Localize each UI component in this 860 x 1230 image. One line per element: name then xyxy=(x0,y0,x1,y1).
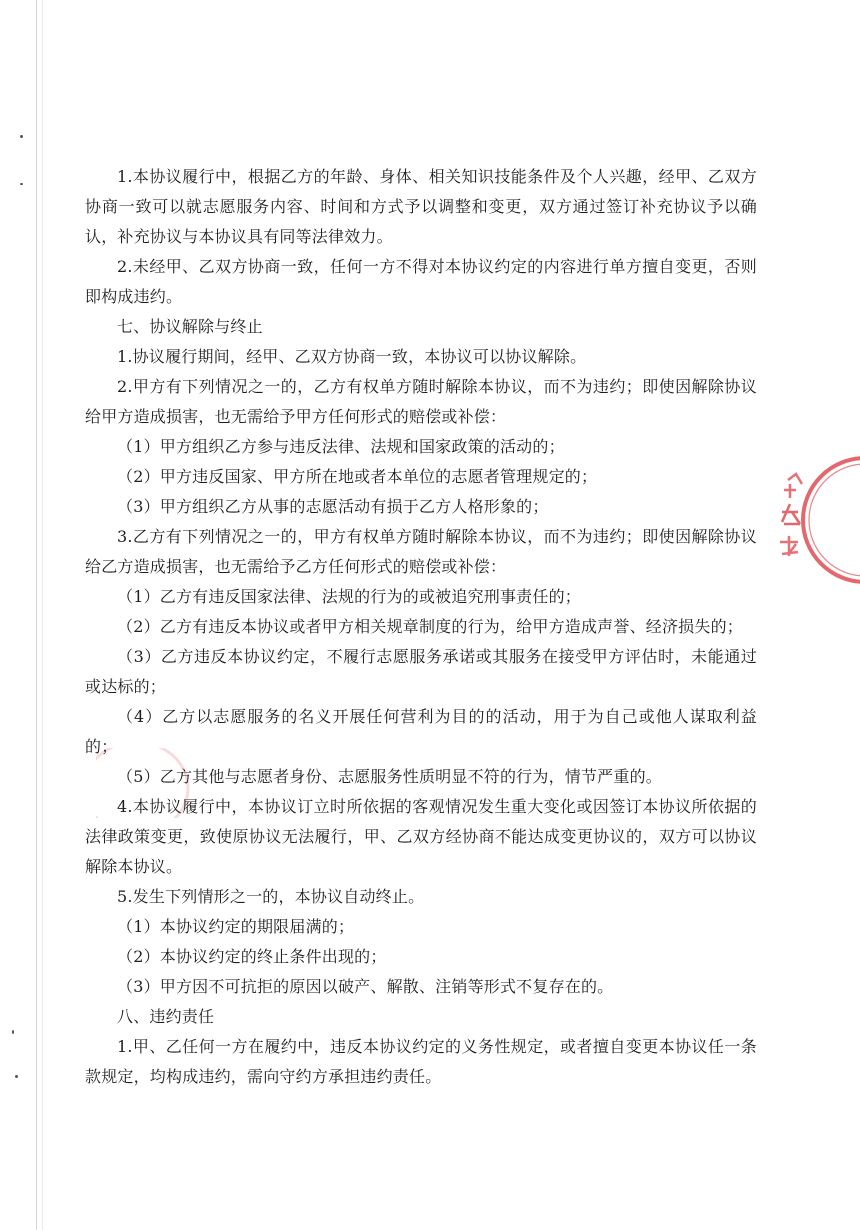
termination-clause-5: 5.发生下列情形之一的，本协议自动终止。 xyxy=(117,887,425,906)
section-heading-breach-liability: 八、违约责任 xyxy=(117,1007,215,1026)
scan-speck xyxy=(12,1030,14,1034)
clause-2-item-3: （3）甲方组织乙方从事的志愿活动有损于乙方人格形象的； xyxy=(117,497,549,516)
clause-3-item-1: （1）乙方有违反国家法律、法规的行为的或被追究刑事责任的； xyxy=(117,587,581,606)
clause-2-item-2: （2）甲方违反国家、甲方所在地或者本单位的志愿者管理规定的； xyxy=(117,467,598,486)
breach-clause-1: 1.甲、乙任何一方在履约中，违反本协议约定的义务性规定，或者擅自变更本协议任一条款规定，均构成违约，需向守约方承担违约责任。 xyxy=(85,1037,757,1086)
scan-speck xyxy=(20,135,23,138)
faint-seal-impression xyxy=(96,748,206,818)
termination-clause-2: 2.甲方有下列情况之一的，乙方有权单方随时解除本协议，而不为违约；即使因解除协议给甲方造成损害，也无需给予甲方任何形式的赔偿或补偿： xyxy=(85,377,757,426)
clause-3-item-2: （2）乙方有违反本协议或者甲方相关规章制度的行为，给甲方造成声誉、经济损失的； xyxy=(117,617,743,636)
agreement-body xyxy=(85,162,757,1092)
clause-3-item-4: （4）乙方以志愿服务的名义开展任何营利为目的的活动，用于为自己或他人谋取利益的； xyxy=(85,707,757,756)
clause-5-item-3: （3）甲方因不可抗拒的原因以破产、解散、注销等形式不复存在的。 xyxy=(117,977,614,996)
binding-edge-line xyxy=(36,0,37,1230)
termination-clause-4: 4.本协议履行中，本协议订立时所依据的客观情况发生重大变化或因签订本协议所依据的法律政策变更，致使原协议无法履行，甲、乙双方经协商不能达成变更协议的，双方可以协议解除本协议。 xyxy=(85,797,757,876)
section-heading-termination: 七、协议解除与终止 xyxy=(117,317,263,336)
clause-3-item-5: （5）乙方其他与志愿者身份、志愿服务性质明显不符的行为，情节严重的。 xyxy=(117,767,662,786)
clause-1-adjustment: 1.本协议履行中，根据乙方的年龄、身体、相关知识技能条件及个人兴趣，经甲、乙双方协商一致可以就志愿服务内容、时间和方式予以调整和变更，双方通过签订补充协议予以确认，补充协议与本协议具有同等法律效力。 xyxy=(85,167,757,246)
seal-stamp-partial xyxy=(770,450,860,590)
clause-5-item-2: （2）本协议约定的终止条件出现的； xyxy=(117,947,387,966)
scan-speck xyxy=(15,1075,18,1078)
clause-2-no-unilateral-change: 2.未经甲、乙双方协商一致，任何一方不得对本协议约定的内容进行单方擅自变更，否则即构成违约。 xyxy=(85,257,757,306)
termination-clause-3: 3.乙方有下列情况之一的，甲方有权单方随时解除本协议，而不为违约；即使因解除协议给乙方造成损害，也无需给予乙方任何形式的赔偿或补偿： xyxy=(85,527,757,576)
clause-3-item-3: （3）乙方违反本协议约定，不履行志愿服务承诺或其服务在接受甲方评估时，未能通过或达标的； xyxy=(85,647,757,696)
termination-clause-1: 1.协议履行期间，经甲、乙双方协商一致，本协议可以协议解除。 xyxy=(117,347,587,366)
clause-5-item-1: （1）本协议约定的期限届满的； xyxy=(117,917,355,936)
binding-edge-line-secondary xyxy=(42,0,43,1230)
scan-speck xyxy=(20,183,23,185)
clause-2-item-1: （1）甲方组织乙方参与违反法律、法规和国家政策的活动的； xyxy=(117,437,565,456)
